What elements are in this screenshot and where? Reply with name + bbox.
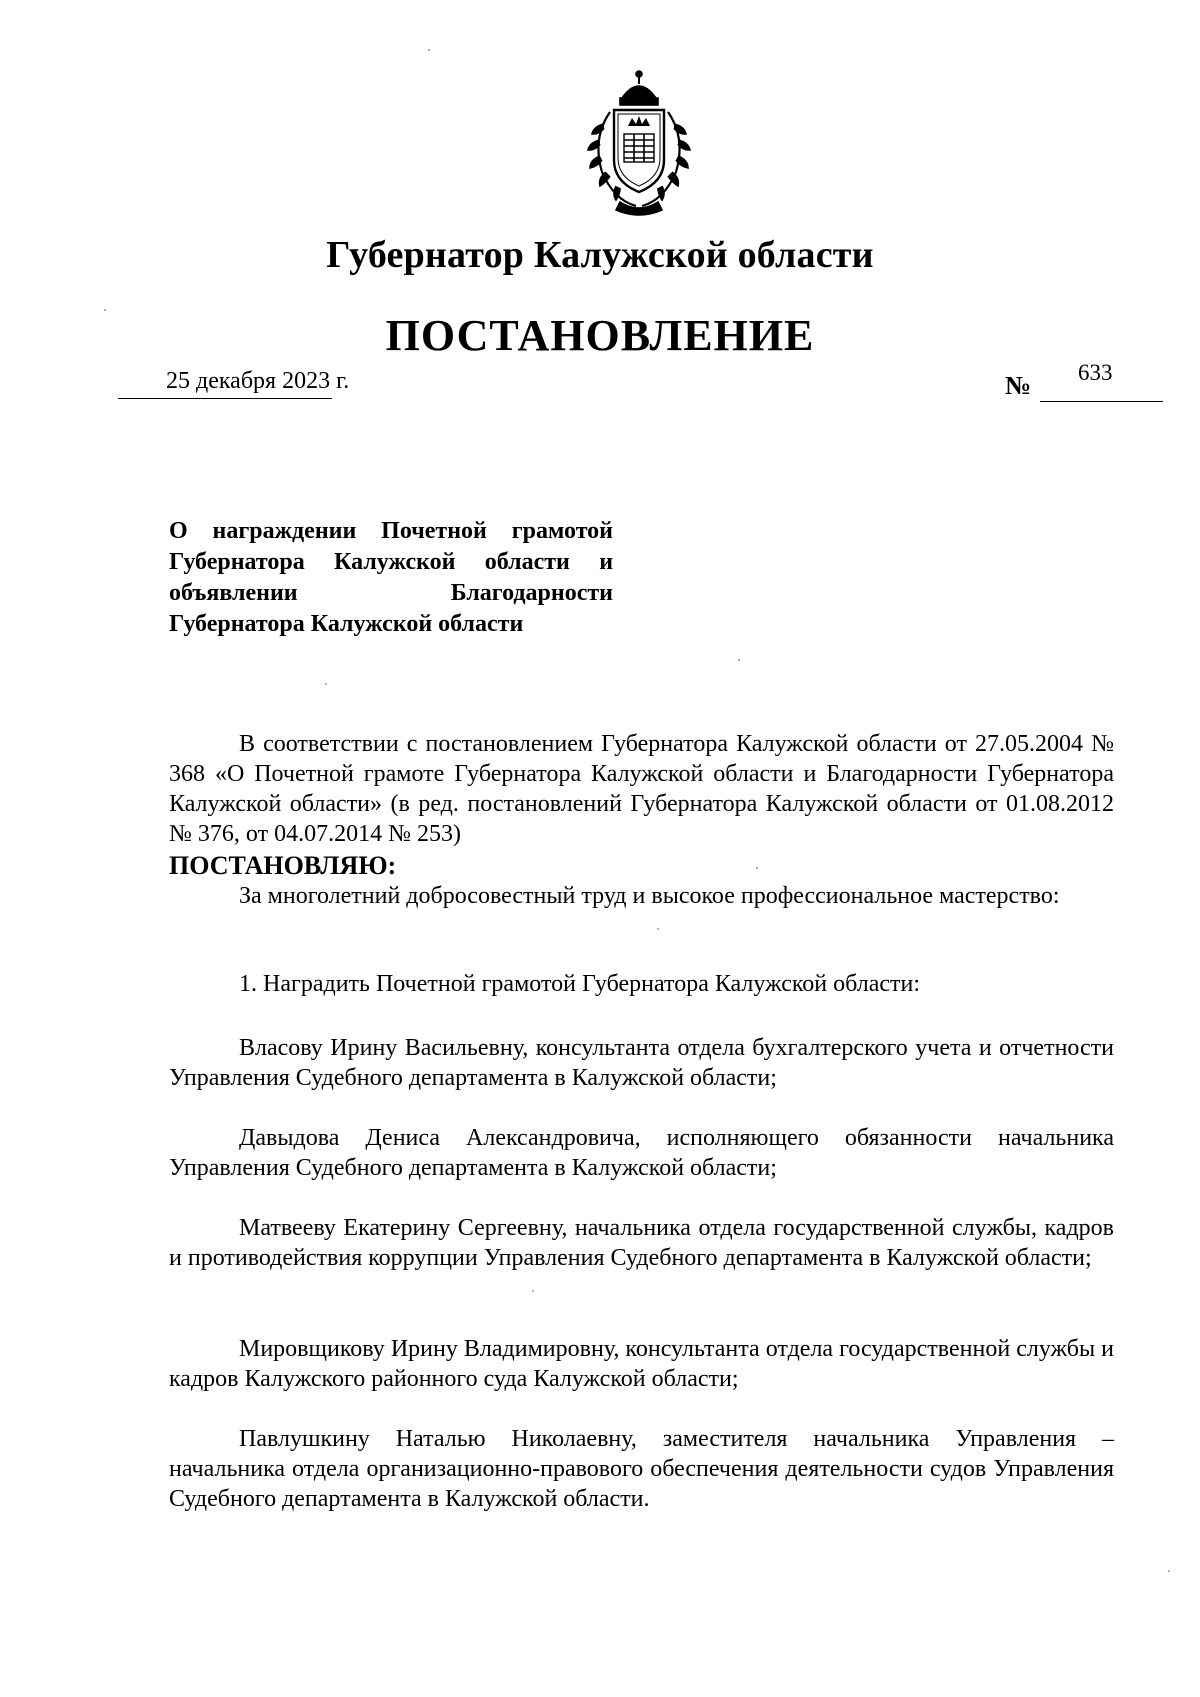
subject-line: Губернатора Калужской области (169, 611, 524, 637)
awardee-paragraph: Давыдова Дениса Александровича, исполняющего обязанности начальника Управления Судебного департамента в Калужской области; (169, 1125, 1114, 1181)
resolve-heading: ПОСТАНОВЛЯЮ: (169, 851, 397, 880)
awardee-paragraph: Власову Ирину Васильевну, консультанта отдела бухгалтерского учета и отчетности Управления Судебного департамента в Калужской области; (169, 1035, 1114, 1091)
subject-line: и объявлении Благодарности (169, 549, 614, 606)
scan-speck (738, 659, 740, 661)
subject-line: Губернатора Калужской области (169, 549, 570, 575)
scan-speck (428, 49, 430, 51)
awardee-paragraph: Павлушкину Наталью Николаевну, заместителя начальника Управления – начальника отдела организационно-правового обеспечения деятельности судов Управления Судебного департамента в Калужской области. (169, 1426, 1114, 1512)
item-1-heading: 1. Наградить Почетной грамотой Губернатора Калужской области: (239, 971, 921, 997)
coat-of-arms-icon (580, 68, 698, 216)
scan-speck (325, 683, 327, 685)
number-underline (1040, 401, 1163, 402)
document-subject (169, 516, 613, 640)
date-underline (118, 398, 332, 399)
scan-speck (532, 1290, 534, 1292)
issuing-authority: Губернатор Калужской области (326, 234, 874, 276)
document-number: 633 (1078, 360, 1113, 385)
awardee-paragraph: Мировщикову Ирину Владимировну, консультанта отдела государственной службы и кадров Калужского районного суда Калужской области; (169, 1336, 1114, 1392)
reason-paragraph: За многолетний добросовестный труд и высокое профессиональное мастерство: (239, 883, 1060, 909)
scan-speck (657, 928, 659, 930)
scan-speck (1168, 1570, 1170, 1572)
subject-line: О награждении Почетной грамотой (169, 518, 613, 544)
document-type: ПОСТАНОВЛЕНИЕ (385, 311, 815, 360)
number-sign: № (1005, 371, 1032, 400)
scan-speck (104, 309, 106, 311)
document-date: 25 декабря 2023 г. (166, 368, 350, 394)
scan-speck (756, 867, 758, 869)
preamble-paragraph: В соответствии с постановлением Губернатора Калужской области от 27.05.2004 № 368 «О Почетной грамоте Губернатора Калужской области и Благодарности Губернатора Калужской области» (в ред. постановлений Губернатора Калужской области от 01.08.2012 № 376, от 04.07.2014 № 253) (169, 731, 1114, 847)
awardee-paragraph: Матвееву Екатерину Сергеевну, начальника отдела государственной службы, кадров и противодействия коррупции Управления Судебного департамента в Калужской области; (169, 1215, 1114, 1271)
